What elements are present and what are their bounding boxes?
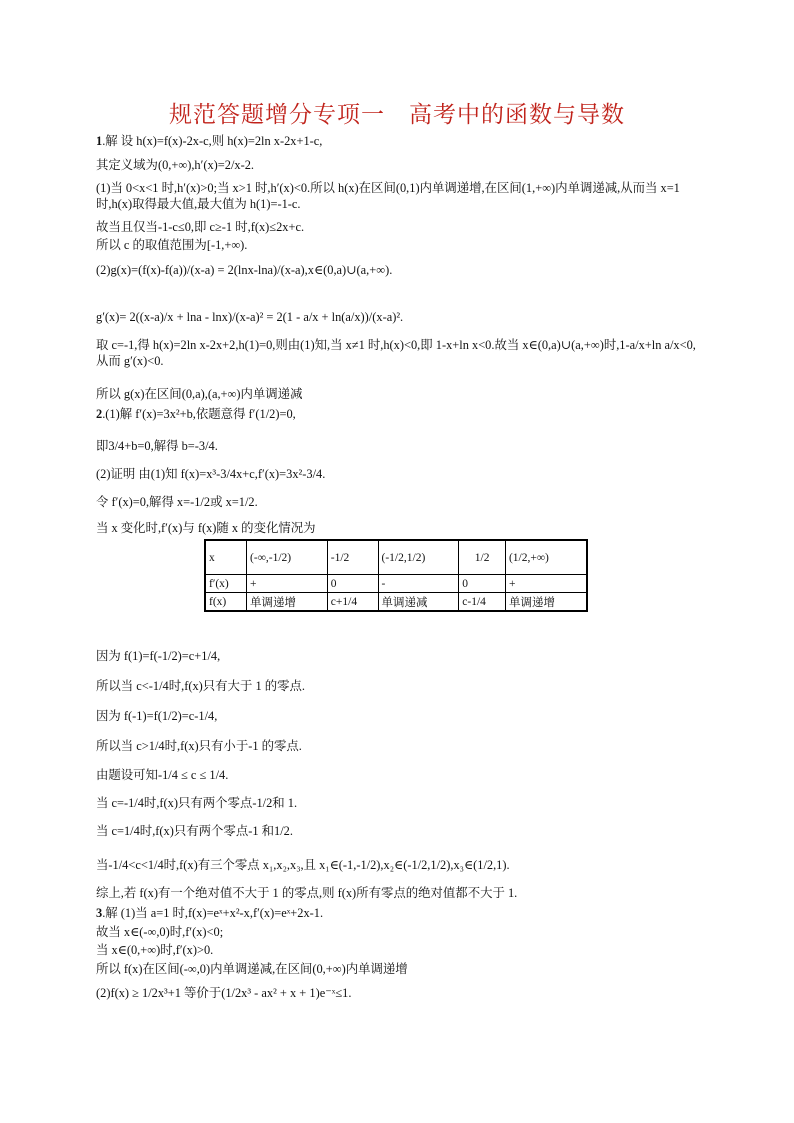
table-cell: 单调递减	[378, 593, 459, 612]
text-line: 当-1/4<c<1/4时,f(x)有三个零点 x₁,x₂,x₃,且 x₁∈(-1,-1/2),x₂∈(-1/2,1/2),x₃∈(1/2,1).	[96, 858, 510, 872]
table-cell: -	[378, 575, 459, 593]
table-cell: f(x)	[205, 593, 247, 612]
text-line: 其定义域为(0,+∞),h′(x)=2/x-2.	[96, 158, 255, 172]
text-line: 因为 f(1)=f(-1/2)=c+1/4,	[96, 649, 221, 663]
table-cell: -1/2	[327, 540, 378, 575]
text-line: 故当且仅当-1-c≤0,即 c≥-1 时,f(x)≤2x+c.	[96, 220, 305, 234]
table-row	[205, 575, 587, 593]
table-cell: 单调递增	[505, 593, 587, 612]
text-line: (2)g(x)=(f(x)-f(a))/(x-a) = 2(lnx-lna)/(x-a),x∈(0,a)∪(a,+∞).	[96, 263, 393, 277]
text-line: 当 c=-1/4时,f(x)只有两个零点-1/2和 1.	[96, 796, 298, 810]
table-cell: (-∞,-1/2)	[247, 540, 328, 575]
text-line: (2)f(x) ≥ 1/2x³+1 等价于(1/2x³ - ax² + x + 1)e⁻ˣ≤1.	[96, 986, 352, 1000]
text-line: 所以当 c>1/4时,f(x)只有小于-1 的零点.	[96, 739, 302, 753]
text-line: 所以当 c<-1/4时,f(x)只有大于 1 的零点.	[96, 679, 306, 693]
table-row	[205, 540, 587, 575]
table-cell: c+1/4	[327, 593, 378, 612]
text-line: 所以 f(x)在区间(-∞,0)内单调递减,在区间(0,+∞)内单调递增	[96, 962, 408, 976]
table-cell: (1/2,+∞)	[505, 540, 587, 575]
text-line: 当 x 变化时,f′(x)与 f(x)随 x 的变化情况为	[96, 521, 316, 535]
solution-2-line	[96, 406, 296, 422]
table-cell: 单调递增	[247, 593, 328, 612]
text-line: 综上,若 f(x)有一个绝对值不大于 1 的零点,则 f(x)所有零点的绝对值都不大于 1.	[96, 886, 518, 900]
table-cell: x	[205, 540, 247, 575]
table-cell: f′(x)	[205, 575, 247, 593]
table-cell: +	[247, 575, 328, 593]
table-cell: c-1/4	[459, 593, 506, 612]
text-line: g′(x)= 2((x-a)/x + lna - lnx)/(x-a)² = 2(1 - a/x + ln(a/x))/(x-a)².	[96, 310, 404, 324]
text-line: 所以 c 的取值范围为[-1,+∞).	[96, 238, 248, 252]
text-line: 所以 g(x)在区间(0,a),(a,+∞)内单调递减	[96, 387, 303, 401]
table-cell: 0	[327, 575, 378, 593]
text-line: 当 x∈(0,+∞)时,f′(x)>0.	[96, 943, 214, 957]
table-cell: 1/2	[459, 540, 506, 575]
text-line: 故当 x∈(-∞,0)时,f′(x)<0;	[96, 925, 224, 939]
solution-1-line	[96, 133, 322, 149]
problem-number: 2	[96, 407, 103, 421]
text-line: 即3/4+b=0,解得 b=-3/4.	[96, 439, 218, 453]
text-line: 由题设可知-1/4 ≤ c ≤ 1/4.	[96, 768, 229, 782]
text-line: 当 c=1/4时,f(x)只有两个零点-1 和1/2.	[96, 824, 293, 838]
text-line: 取 c=-1,得 h(x)=2ln x-2x+2,h(1)=0,则由(1)知,当 x≠1 时,h(x)<0,即 1-x+ln x<0.故当 x∈(0,a)∪(a,+∞)时,1-a/x+ln a/x<0,从而 g′(x)<0.	[96, 338, 696, 368]
variation-table	[204, 539, 588, 612]
solution-3-line	[96, 905, 323, 921]
text-line: .解 设 h(x)=f(x)-2x-c,则 h(x)=2ln x-2x+1-c,	[102, 134, 323, 148]
text-line: .(1)解 f′(x)=3x²+b,依题意得 f′(1/2)=0,	[102, 407, 296, 421]
problem-number: 3	[96, 906, 103, 920]
table-cell: 0	[459, 575, 506, 593]
page-title: 规范答题增分专项一 高考中的函数与导数	[169, 102, 625, 128]
text-line: .解 (1)当 a=1 时,f(x)=eˣ+x²-x,f′(x)=eˣ+2x-1.	[102, 906, 324, 920]
table-cell: (-1/2,1/2)	[378, 540, 459, 575]
text-line: 因为 f(-1)=f(1/2)=c-1/4,	[96, 709, 218, 723]
text-line: (2)证明 由(1)知 f(x)=x³-3/4x+c,f′(x)=3x²-3/4.	[96, 467, 326, 481]
problem-number: 1	[96, 134, 103, 148]
table-row	[205, 593, 587, 612]
text-line: 令 f′(x)=0,解得 x=-1/2或 x=1/2.	[96, 495, 258, 509]
table-cell: +	[505, 575, 587, 593]
text-line: (1)当 0<x<1 时,h′(x)>0;当 x>1 时,h′(x)<0.所以 h(x)在区间(0,1)内单调递增,在区间(1,+∞)内单调递减,从而当 x=1 时,h(x)取得最大值,最大值为 h(1)=-1-c.	[96, 181, 680, 211]
